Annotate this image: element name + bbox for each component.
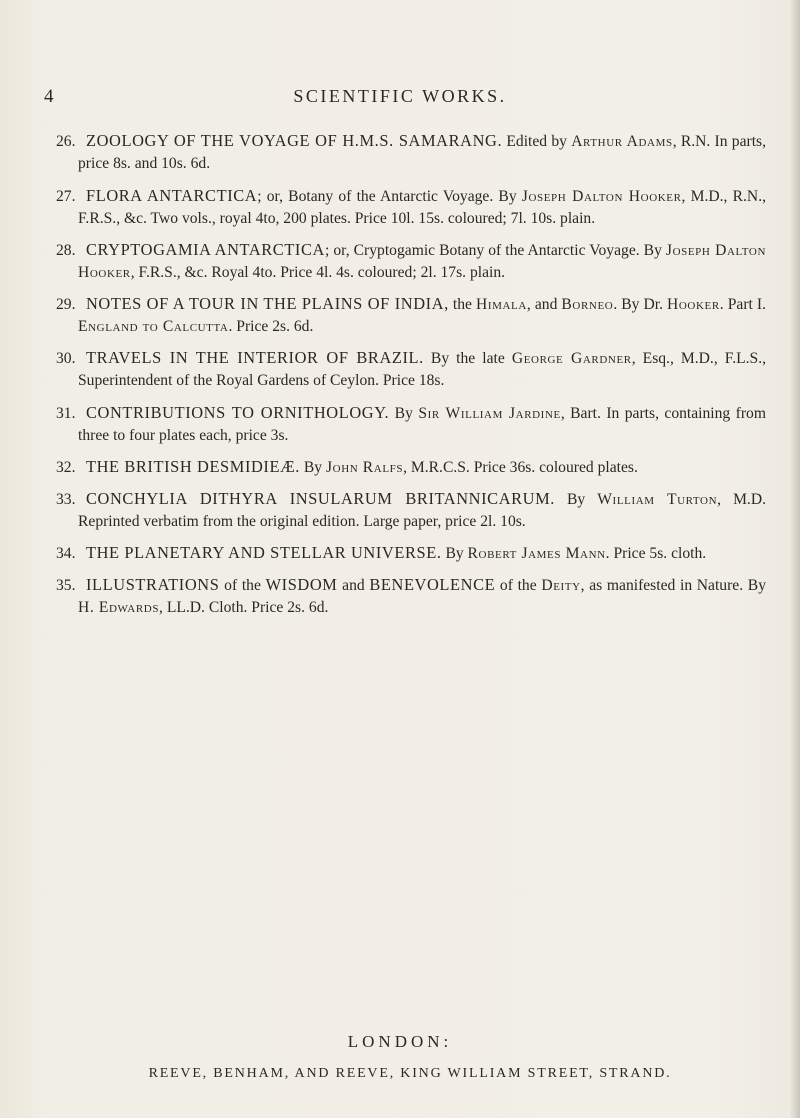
publisher-line: REEVE, BENHAM, AND REEVE, KING WILLIAM STREET, STRAND. bbox=[148, 1066, 672, 1081]
entry-number: 29. bbox=[56, 296, 76, 313]
entry-title: THE PLANETARY AND STELLAR UNIVERSE. bbox=[86, 543, 442, 562]
entry-text: By bbox=[299, 459, 326, 476]
entry-text: , M.D. Reprinted verbatim from the original edition. Large paper, price 2l. 10s. bbox=[78, 491, 766, 530]
entry-text: , and bbox=[526, 296, 562, 313]
entry-text: ; or, Cryptogamic Botany of the Antarctic Voyage. By bbox=[324, 242, 666, 259]
entry-text: , F.R.S., &c. Royal 4to. Price 4l. 4s. coloured; 2l. 17s. plain. bbox=[130, 264, 506, 281]
entry-number: 33. bbox=[56, 491, 76, 508]
catalogue-entry bbox=[56, 456, 766, 479]
entry-text: By bbox=[389, 405, 419, 422]
catalogue-entry bbox=[56, 293, 766, 338]
entry-text: , M.R.C.S. Price 36s. coloured plates. bbox=[403, 459, 638, 476]
entry-text: By the late bbox=[423, 350, 512, 367]
entry-title: THE BRITISH DESMIDIEÆ. bbox=[86, 457, 300, 476]
entry-name: Joseph Dalton Hooker bbox=[521, 188, 682, 205]
catalogue-entry bbox=[56, 488, 766, 533]
entry-text: . Price 5s. cloth. bbox=[605, 545, 707, 562]
entry-name: Hooker bbox=[667, 296, 720, 313]
page-header bbox=[0, 86, 800, 116]
entry-text: , R.N. In parts, price 8s. and 10s. 6d. bbox=[78, 133, 766, 172]
running-title: SCIENTIFIC WORKS. bbox=[293, 86, 507, 106]
entry-name: William Turton bbox=[597, 491, 718, 508]
catalogue-entry bbox=[56, 130, 766, 175]
entry-number: 34. bbox=[56, 545, 76, 562]
entry-text: and bbox=[337, 577, 370, 594]
entry-number: 32. bbox=[56, 459, 76, 476]
entry-title: TRAVELS IN THE INTERIOR OF BRAZIL. bbox=[86, 348, 424, 367]
entry-name: Joseph Dalton Hooker bbox=[78, 242, 767, 281]
entry-title: WISDOM bbox=[265, 575, 338, 594]
entry-name: England to Calcutta bbox=[78, 318, 229, 335]
entry-title: CONCHYLIA DITHYRA INSULARUM BRITANNICARUM. bbox=[86, 489, 555, 508]
entry-text: By bbox=[554, 491, 598, 508]
entry-text: , M.D., R.N., F.R.S., &c. Two vols., royal 4to, 200 plates. Price 10l. 15s. coloured; 7l. 10s. plain. bbox=[78, 188, 766, 227]
entry-text: of the bbox=[219, 577, 266, 594]
entry-number: 30. bbox=[56, 350, 76, 367]
entry-number: 28. bbox=[56, 242, 76, 259]
entry-text: . Part I. bbox=[719, 296, 766, 313]
entry-name: George Gardner bbox=[511, 350, 632, 367]
entry-name: Himala bbox=[476, 296, 527, 313]
catalogue-entry bbox=[56, 402, 766, 447]
entry-name: H. Edwards bbox=[78, 599, 160, 616]
entry-name: Robert James Mann bbox=[467, 545, 606, 562]
entry-text: ; or, Botany of the Antarctic Voyage. By bbox=[257, 188, 522, 205]
catalogue-entry bbox=[56, 185, 766, 230]
catalogue-entry bbox=[56, 574, 766, 619]
page-edge bbox=[788, 0, 800, 1118]
entry-name: Borneo bbox=[561, 296, 614, 313]
entry-text: the bbox=[448, 296, 476, 313]
page-number: 4 bbox=[44, 86, 55, 107]
entry-number: 27. bbox=[56, 188, 76, 205]
entry-text: Edited by bbox=[502, 133, 572, 150]
entry-title: ZOOLOGY OF THE VOYAGE OF H.M.S. SAMARANG. bbox=[86, 131, 503, 150]
entry-text: . By Dr. bbox=[613, 296, 668, 313]
catalogue-entry bbox=[56, 239, 766, 284]
entry-text: of the bbox=[495, 577, 542, 594]
entry-text: . Price 2s. 6d. bbox=[228, 318, 314, 335]
entry-text: , Bart. In parts, containing from three to four plates each, price 3s. bbox=[78, 405, 766, 444]
entry-title: CONTRIBUTIONS TO ORNITHOLOGY. bbox=[86, 403, 390, 422]
catalogue-entry bbox=[56, 542, 766, 565]
catalogue-entries bbox=[56, 130, 766, 619]
entry-text: , LL.D. Cloth. Price 2s. 6d. bbox=[159, 599, 329, 616]
catalogue-entry bbox=[56, 347, 766, 392]
entry-number: 26. bbox=[56, 133, 76, 150]
entry-name: Deity bbox=[541, 577, 581, 594]
entry-name: Sir William Jardine bbox=[418, 405, 561, 422]
entry-title: CRYPTOGAMIA ANTARCTICA bbox=[86, 240, 325, 259]
entry-number: 35. bbox=[56, 577, 76, 594]
entry-title: FLORA ANTARCTICA bbox=[86, 186, 258, 205]
entry-name: Arthur Adams bbox=[571, 133, 673, 150]
entry-text: By bbox=[441, 545, 468, 562]
entry-title: BENEVOLENCE bbox=[369, 575, 496, 594]
entry-title: NOTES OF A TOUR IN THE PLAINS OF INDIA, bbox=[86, 294, 449, 313]
entry-text: , as manifested in Nature. By bbox=[580, 577, 766, 594]
entry-number: 31. bbox=[56, 405, 76, 422]
entry-name: John Ralfs bbox=[325, 459, 404, 476]
entry-title: ILLUSTRATIONS bbox=[86, 575, 220, 594]
imprint-city: LONDON: bbox=[347, 1032, 453, 1051]
entry-text: , Esq., M.D., F.L.S., Superintendent of the Royal Gardens of Ceylon. Price 18s. bbox=[78, 350, 766, 389]
